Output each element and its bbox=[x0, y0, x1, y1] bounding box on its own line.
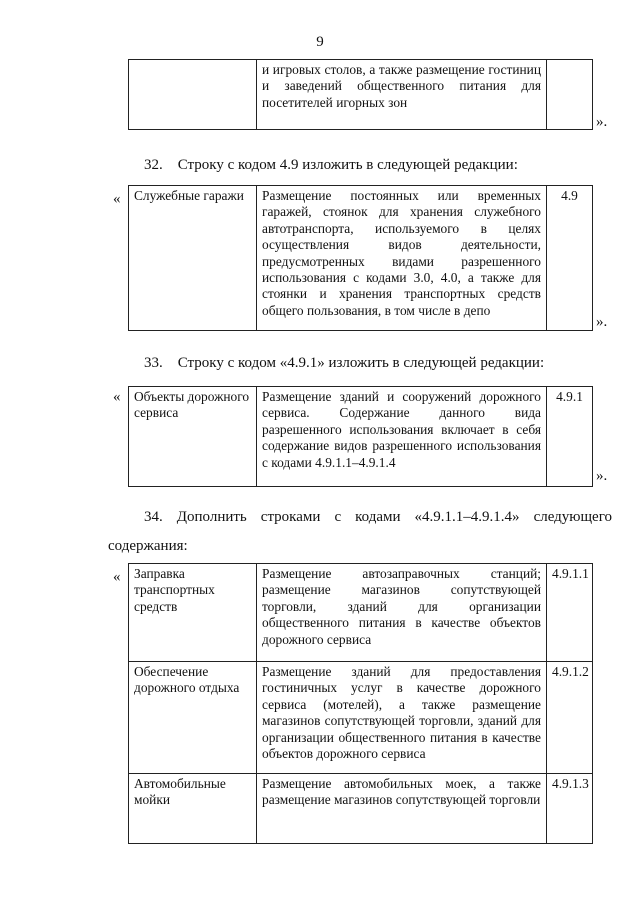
use-code-cell: 4.9 bbox=[547, 186, 593, 331]
use-name-cell: Обеспечение дорожного отдыха bbox=[129, 662, 257, 774]
page-number: 9 bbox=[316, 34, 324, 50]
table-row bbox=[129, 774, 593, 844]
close-quote: ». bbox=[596, 114, 608, 130]
use-description-cell: Размещение автозаправочных станций; размещение магазинов сопутствующей торговли, зданий для организации общественного питания в качестве объектов дорожного сервиса bbox=[257, 564, 547, 662]
use-name-cell: Автомобильные мойки bbox=[129, 774, 257, 844]
use-description-cell: Размещение постоянных или временных гаражей, стоянок для хранения служебного автотранспорта, используемого в целях осуществления видов деятельности, предусмотренных видами разрешенного использования с кодами 3.0, 4.0, а также для стоянки и хранения транспортных средств общего пользования, в том числе в депо bbox=[257, 186, 547, 331]
use-name-cell bbox=[129, 60, 257, 130]
use-name-cell: Объекты дорожного сервиса bbox=[129, 387, 257, 487]
use-name-cell: Заправка транспортных средств bbox=[129, 564, 257, 662]
use-code-cell: 4.9.1.3 bbox=[547, 774, 593, 844]
item-34-text-line1: 34. Дополнить строками с кодами «4.9.1.1–4.9.1.4» следующего bbox=[144, 509, 612, 525]
use-name-cell: Служебные гаражи bbox=[129, 186, 257, 331]
use-code-cell bbox=[547, 60, 593, 130]
close-quote: ». bbox=[596, 314, 608, 330]
table-row bbox=[129, 564, 593, 662]
item-33-table bbox=[128, 386, 593, 487]
item-33-text: 33. Строку с кодом «4.9.1» изложить в следующей редакции: bbox=[144, 355, 545, 371]
open-quote: « bbox=[113, 191, 121, 207]
table-row bbox=[129, 662, 593, 774]
use-code-cell: 4.9.1 bbox=[547, 387, 593, 487]
item-34-text-line2: содержания: bbox=[108, 538, 188, 554]
open-quote: « bbox=[113, 389, 121, 405]
item-34-table bbox=[128, 563, 593, 844]
table-row bbox=[129, 60, 593, 130]
open-quote: « bbox=[113, 569, 121, 585]
item-32-text: 32. Строку с кодом 4.9 изложить в следующей редакции: bbox=[144, 157, 518, 173]
use-description-cell: Размещение зданий для предоставления гостиничных услуг в качестве дорожного сервиса (мотелей), а также размещение магазинов сопутствующей торговли, зданий для организации общественного питания в качестве объектов дорожного сервиса bbox=[257, 662, 547, 774]
item-32-table bbox=[128, 185, 593, 331]
close-quote: ». bbox=[596, 468, 608, 484]
use-description-cell: Размещение зданий и сооружений дорожного сервиса. Содержание данного вида разрешенного использования включает в себя содержание видов разрешенного использования с кодами 4.9.1.1–4.9.1.4 bbox=[257, 387, 547, 487]
use-description-cell: и игровых столов, а также размещение гостиниц и заведений общественного питания для посетителей игорных зон bbox=[257, 60, 547, 130]
use-description-cell: Размещение автомобильных моек, а также размещение магазинов сопутствующей торговли bbox=[257, 774, 547, 844]
use-code-cell: 4.9.1.1 bbox=[547, 564, 593, 662]
table-row bbox=[129, 186, 593, 331]
table-row bbox=[129, 387, 593, 487]
use-code-cell: 4.9.1.2 bbox=[547, 662, 593, 774]
top-table bbox=[128, 59, 593, 130]
